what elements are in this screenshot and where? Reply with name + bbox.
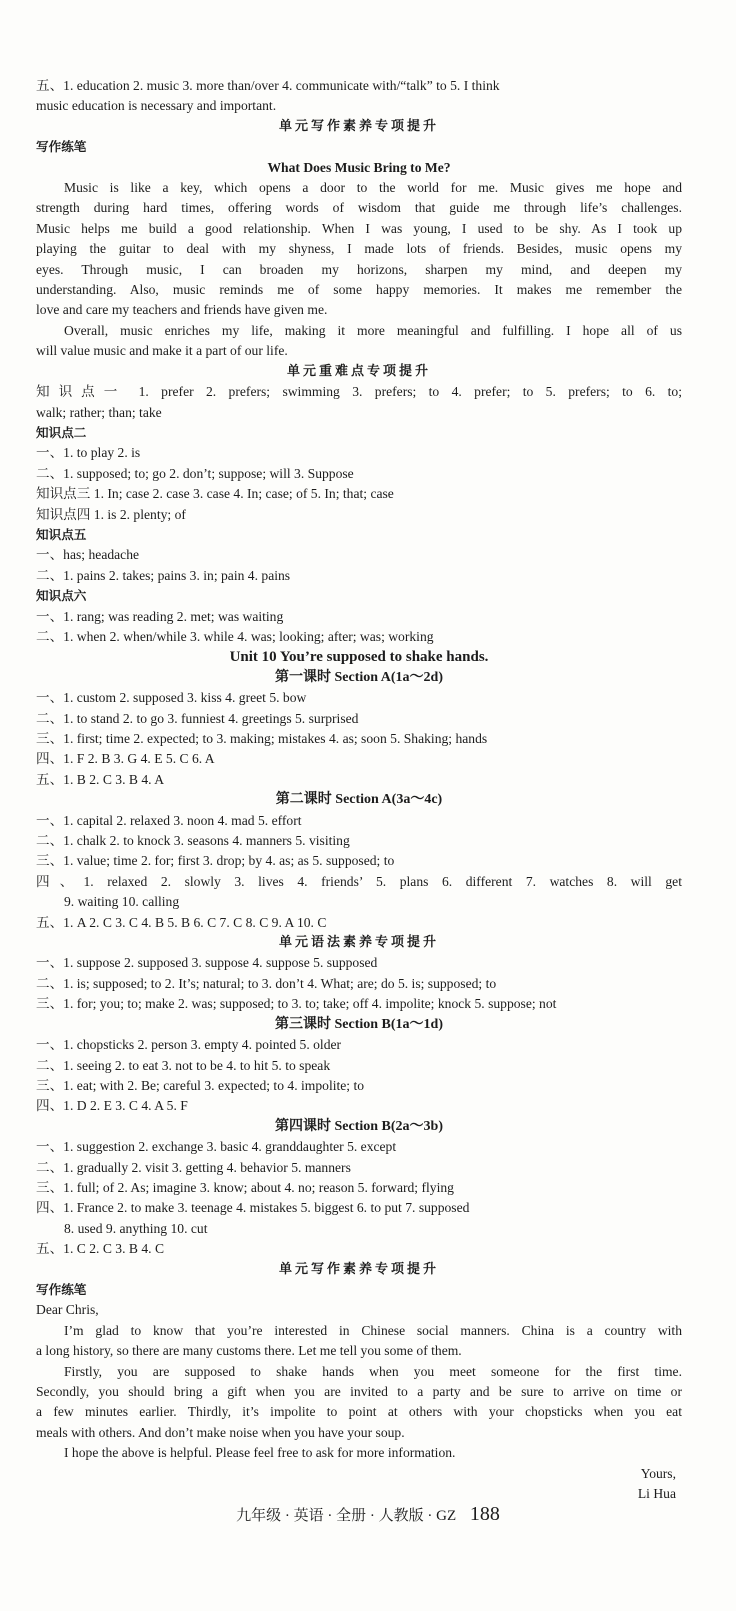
- practice-label: 写作练笔: [36, 139, 87, 155]
- knowledge-point-label: 知识点二: [36, 424, 87, 440]
- text-line: Secondly, you should bring a gift when you are invited to a party and be sure to arrive on time or: [36, 1384, 682, 1399]
- answer-line: 五、1. B 2. C 3. B 4. A: [36, 771, 165, 787]
- answer-line: 知识点一 1. prefer 2. prefers; swimming 3. prefers; to 4. prefer; to 5. prefers; to 6. to;: [36, 384, 682, 400]
- answer-line: 一、1. suppose 2. supposed 3. suppose 4. suppose 5. supposed: [36, 955, 378, 971]
- text-line: understanding. Also, music reminds me of some happy memories. It makes me remember the: [36, 282, 682, 298]
- lesson-heading: 第四课时 Section B(2a～3b): [275, 1118, 443, 1134]
- text-line: Firstly, you are supposed to shake hands when you meet someone for the first time.: [64, 1363, 682, 1379]
- answer-line: 三、1. value; time 2. for; first 3. drop; by 4. as; as 5. supposed; to: [36, 853, 395, 869]
- answer-line: 8. used 9. anything 10. cut: [64, 1220, 208, 1236]
- knowledge-point-label: 知识点五: [36, 526, 87, 542]
- section-heading: 单元语法素养专项提升: [278, 935, 439, 951]
- answer-line: 五、1. C 2. C 3. B 4. C: [36, 1241, 165, 1257]
- answer-line: 一、1. rang; was reading 2. met; was waiting: [36, 608, 284, 624]
- text-line: I’m glad to know that you’re interested in Chinese social manners. China is a country with: [64, 1322, 682, 1338]
- answer-line: 知识点三 1. In; case 2. case 3. case 4. In; case; of 5. In; that; case: [36, 486, 394, 502]
- lesson-heading: 第三课时 Section B(1a～1d): [275, 1016, 443, 1032]
- answer-line: 一、1. custom 2. supposed 3. kiss 4. greet 5. bow: [36, 690, 307, 706]
- answer-line: 二、1. gradually 2. visit 3. getting 4. behavior 5. manners: [36, 1159, 351, 1175]
- text-line: music education is necessary and important.: [36, 98, 277, 114]
- text-line: love and care my teachers and friends have given me.: [36, 302, 328, 318]
- text-line: Overall, music enriches my life, making it more meaningful and fulfilling. I hope all of us: [64, 322, 682, 338]
- answer-line: 二、1. seeing 2. to eat 3. not to be 4. to hit 5. to speak: [36, 1057, 331, 1073]
- essay-paragraph: [36, 178, 682, 321]
- letter-paragraph: [36, 1362, 682, 1444]
- answer-line: 二、1. is; supposed; to 2. It’s; natural; to 3. don’t 4. What; are; do 5. is; supposed; to: [36, 975, 497, 991]
- footer-text: 九年级 · 英语 · 全册 · 人教版 · GZ: [236, 1508, 457, 1524]
- essay-title: What Does Music Bring to Me?: [267, 159, 451, 175]
- knowledge-point-label: 知识点六: [36, 588, 87, 604]
- essay-paragraph: [36, 321, 682, 362]
- text-line: meals with others. And don’t make noise when you have your soup.: [36, 1424, 405, 1440]
- answer-line: 一、1. to play 2. is: [36, 445, 141, 461]
- answer-line: 三、1. for; you; to; make 2. was; supposed; to 3. to; take; off 4. impolite; knock 5. suppose; not: [36, 996, 557, 1012]
- letter-paragraph: [36, 1321, 682, 1362]
- text-line: will value music and make it a part of our life.: [36, 343, 288, 359]
- practice-label: 写作练笔: [36, 1281, 87, 1297]
- answer-line: 一、1. suggestion 2. exchange 3. basic 4. granddaughter 5. except: [36, 1139, 397, 1155]
- answer-line: 二、1. pains 2. takes; pains 3. in; pain 4. pains: [36, 567, 291, 583]
- answer-line: 四、1. France 2. to make 3. teenage 4. mistakes 5. biggest 6. to put 7. supposed: [36, 1200, 470, 1216]
- answer-line: walk; rather; than; take: [36, 404, 162, 420]
- answer-line: 三、1. first; time 2. expected; to 3. making; mistakes 4. as; soon 5. Shaking; hands: [36, 731, 488, 746]
- answer-page: [36, 76, 682, 1504]
- answer-line: 一、1. chopsticks 2. person 3. empty 4. pointed 5. older: [36, 1037, 342, 1053]
- text-line: playing the guitar to deal with my shyness, I made lots of friends. Besides, music opens my: [36, 241, 682, 257]
- answer-line: 知识点四 1. is 2. plenty; of: [36, 506, 186, 522]
- letter-paragraph: I hope the above is helpful. Please feel free to ask for more information.: [64, 1445, 456, 1461]
- answer-line: 一、1. capital 2. relaxed 3. noon 4. mad 5. effort: [36, 812, 302, 828]
- answer-line: 一、has; headache: [36, 547, 140, 563]
- text-line: eyes. Through music, I can broaden my horizons, sharpen my mind, and deepen my: [36, 261, 682, 277]
- text-line: 五、1. education 2. music 3. more than/over 4. communicate with/“talk” to 5. I think: [36, 78, 500, 93]
- letter-signature: Li Hua: [637, 1486, 676, 1502]
- answer-line: 二、1. to stand 2. to go 3. funniest 4. greetings 5. surprised: [36, 710, 359, 726]
- answer-line: 五、1. A 2. C 3. C 4. B 5. B 6. C 7. C 8. C 9. A 10. C: [36, 914, 327, 930]
- text-line: a long history, so there are many customs there. Let me tell you some of them.: [36, 1343, 462, 1359]
- letter-closing: Yours,: [640, 1465, 676, 1481]
- text-line: Music is like a key, which opens a door to the world for me. Music gives me hope and: [64, 180, 682, 196]
- text-line: a few minutes earlier. Thirdly, it’s impolite to point at others with your chopsticks when you eat: [36, 1404, 682, 1420]
- answer-line: 二、1. chalk 2. to knock 3. seasons 4. manners 5. visiting: [36, 833, 350, 849]
- page-footer: [0, 1503, 736, 1526]
- section-heading: 单元重难点专项提升: [286, 363, 431, 379]
- letter-greeting: Dear Chris,: [36, 1302, 99, 1318]
- page-number: 188: [469, 1503, 500, 1525]
- lesson-heading: 第一课时 Section A(1a～2d): [275, 669, 443, 685]
- unit-title: Unit 10 You’re supposed to shake hands.: [229, 649, 489, 666]
- answer-line: 四、1. relaxed 2. slowly 3. lives 4. friends’ 5. plans 6. different 7. watches 8. will get: [36, 873, 682, 889]
- answer-line: 二、1. supposed; to; go 2. don’t; suppose; will 3. Suppose: [36, 465, 354, 481]
- section-heading: 单元写作素养专项提升: [278, 1261, 439, 1277]
- answer-line: 四、1. D 2. E 3. C 4. A 5. F: [36, 1098, 188, 1114]
- text-line: strength during hard times, offering words of wisdom that guide me through life’s challenges.: [36, 200, 682, 216]
- text-line: Music helps me build a good relationship. When I was young, I used to be shy. As I took up: [36, 220, 682, 236]
- section-heading: 单元写作素养专项提升: [278, 118, 439, 134]
- answer-line: 四、1. F 2. B 3. G 4. E 5. C 6. A: [36, 751, 215, 767]
- lesson-heading: 第二课时 Section A(3a～4c): [275, 792, 443, 808]
- answer-line: 三、1. eat; with 2. Be; careful 3. expected; to 4. impolite; to: [36, 1077, 365, 1093]
- answer-line: 三、1. full; of 2. As; imagine 3. know; about 4. no; reason 5. forward; flying: [36, 1179, 454, 1195]
- answer-line: 二、1. when 2. when/while 3. while 4. was; looking; after; was; working: [36, 628, 434, 644]
- answer-line: 9. waiting 10. calling: [64, 894, 180, 910]
